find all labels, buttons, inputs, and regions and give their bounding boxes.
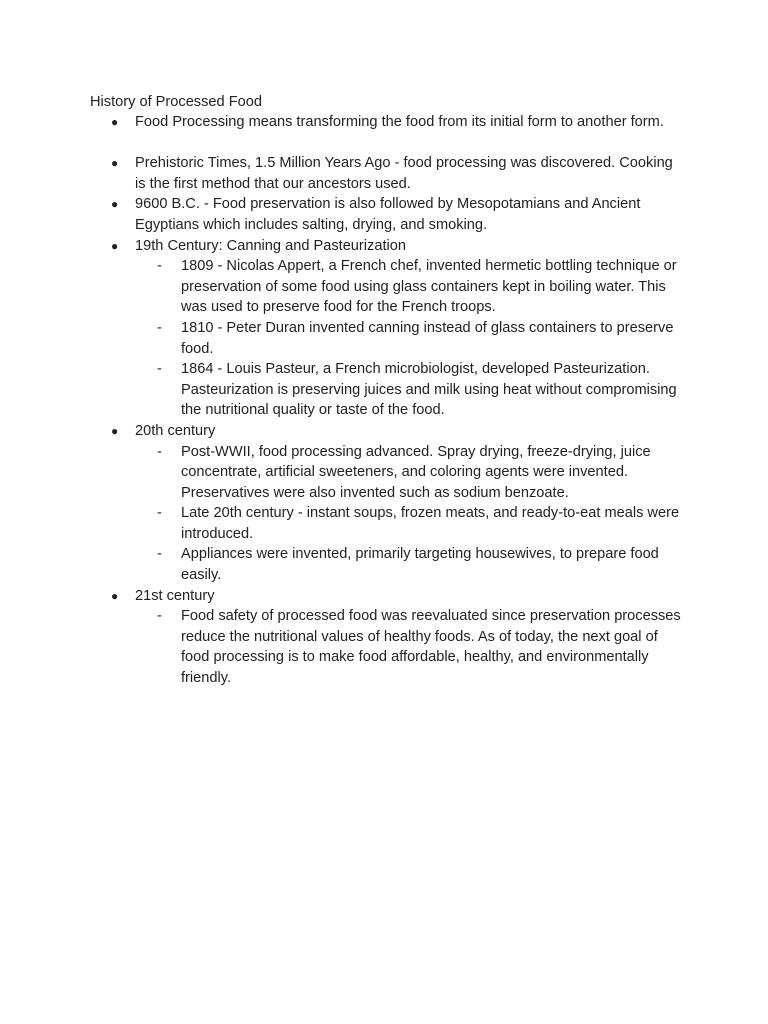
sub-item-text: 1810 - Peter Duran invented canning instead of glass containers to preserve food.: [181, 319, 674, 357]
list-item: [0, 236, 680, 421]
list-item: [0, 153, 680, 194]
list-item-text: 19th Century: Canning and Pasteurization: [135, 237, 406, 254]
list-item-text: 9600 B.C. - Food preservation is also followed by Mesopotamians and Ancient Egyptians which includes salting, drying, and smoking.: [135, 196, 641, 233]
sub-list: [135, 442, 680, 586]
document-title: History of Processed Food: [90, 94, 262, 110]
bullet-marker: ●: [111, 115, 119, 129]
list-item: [0, 421, 680, 586]
sub-item-text: 1864 - Louis Pasteur, a French microbiologist, developed Pasteurization. Pasteurization is preserving juices and milk using heat without compromising the nutritional quality or taste of the food.: [181, 361, 677, 419]
dash-marker: -: [157, 608, 162, 625]
bullet-marker: ●: [111, 156, 119, 171]
dash-marker: -: [157, 258, 162, 275]
bullet-marker: ●: [111, 588, 119, 603]
sub-item-text: Appliances were invented, primarily targeting housewives, to prepare food easily.: [181, 546, 659, 584]
bullet-marker: ●: [111, 238, 119, 253]
list-item: [0, 194, 680, 235]
sub-list-item: [0, 359, 681, 421]
sub-list-item: [0, 256, 681, 318]
list-item-text: 21st century: [135, 587, 215, 604]
sub-item-text: Food safety of processed food was reevaluated since preservation processes reduce the nutritional values of healthy foods. As of today, the next goal of food processing is to make food affordable, healthy, and environmentally friendly.: [181, 608, 681, 687]
list-item-text: Food Processing means transforming the food from its initial form to another form.: [135, 114, 664, 130]
sub-list: [135, 606, 680, 688]
sub-list-item: [0, 606, 681, 688]
sub-list-item: [0, 442, 681, 504]
sub-list-item: [0, 544, 681, 585]
dash-marker: -: [157, 361, 162, 378]
sub-item-text: Post-WWII, food processing advanced. Spray drying, freeze-drying, juice concentrate, artificial sweeteners, and coloring agents were invented. Preservatives were also invented such as sodium benzoate.: [181, 443, 651, 501]
bullet-list: [0, 112, 768, 689]
bullet-marker: ●: [111, 197, 119, 212]
sub-list: [135, 256, 680, 421]
sub-list-item: [0, 318, 681, 359]
dash-marker: -: [157, 443, 162, 460]
sub-list-item: [0, 503, 681, 544]
sub-item-text: Late 20th century - instant soups, frozen meats, and ready-to-eat meals were introduced.: [181, 505, 680, 542]
list-item-text: 20th century: [135, 422, 216, 439]
bullet-marker: ●: [111, 423, 119, 438]
dash-marker: -: [157, 319, 162, 336]
dash-marker: -: [157, 505, 162, 522]
sub-item-text: 1809 - Nicolas Appert, a French chef, invented hermetic bottling technique or preservation of some food using glass containers kept in boiling water. This was used to preserve food for the French troops.: [181, 258, 677, 316]
list-item-text: Prehistoric Times, 1.5 Million Years Ago - food processing was discovered. Cooking is the first method that our ancestors used.: [135, 155, 673, 192]
list-item: [0, 112, 680, 133]
dash-marker: -: [157, 546, 162, 563]
list-item: [0, 586, 680, 689]
